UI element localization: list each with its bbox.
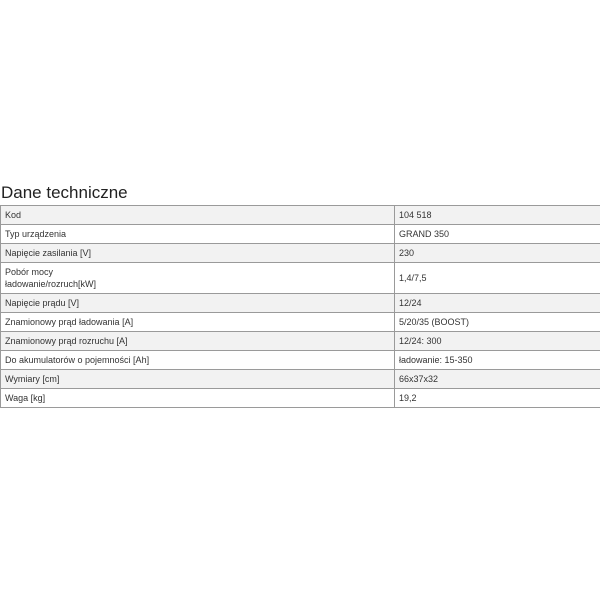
spec-value: 1,4/7,5 [395, 263, 600, 294]
spec-value: 12/24 [395, 294, 600, 313]
spec-value: ładowanie: 15-350 [395, 351, 600, 370]
table-row [1, 351, 600, 370]
specs-table [0, 205, 600, 408]
spec-label: Napięcie zasilania [V] [1, 244, 395, 263]
table-row [1, 225, 600, 244]
spec-label: Znamionowy prąd ładowania [A] [1, 313, 395, 332]
spec-value: 230 [395, 244, 600, 263]
table-row [1, 244, 600, 263]
spec-label: Typ urządzenia [1, 225, 395, 244]
table-row [1, 370, 600, 389]
table-row [1, 389, 600, 408]
table-row [1, 313, 600, 332]
table-row [1, 332, 600, 351]
table-row [1, 206, 600, 225]
spec-label: Napięcie prądu [V] [1, 294, 395, 313]
spec-label: Znamionowy prąd rozruchu [A] [1, 332, 395, 351]
spec-label: Pobór mocy ładowanie/rozruch[kW] [1, 263, 395, 294]
spec-value: GRAND 350 [395, 225, 600, 244]
table-row [1, 294, 600, 313]
section-title: Dane techniczne [1, 183, 128, 202]
spec-label: Wymiary [cm] [1, 370, 395, 389]
spec-label: Waga [kg] [1, 389, 395, 408]
spec-label: Do akumulatorów o pojemności [Ah] [1, 351, 395, 370]
table-row [1, 263, 600, 294]
spec-value: 5/20/35 (BOOST) [395, 313, 600, 332]
spec-value: 12/24: 300 [395, 332, 600, 351]
spec-label: Kod [1, 206, 395, 225]
spec-value: 104 518 [395, 206, 600, 225]
spec-value: 19,2 [395, 389, 600, 408]
spec-value: 66x37x32 [395, 370, 600, 389]
